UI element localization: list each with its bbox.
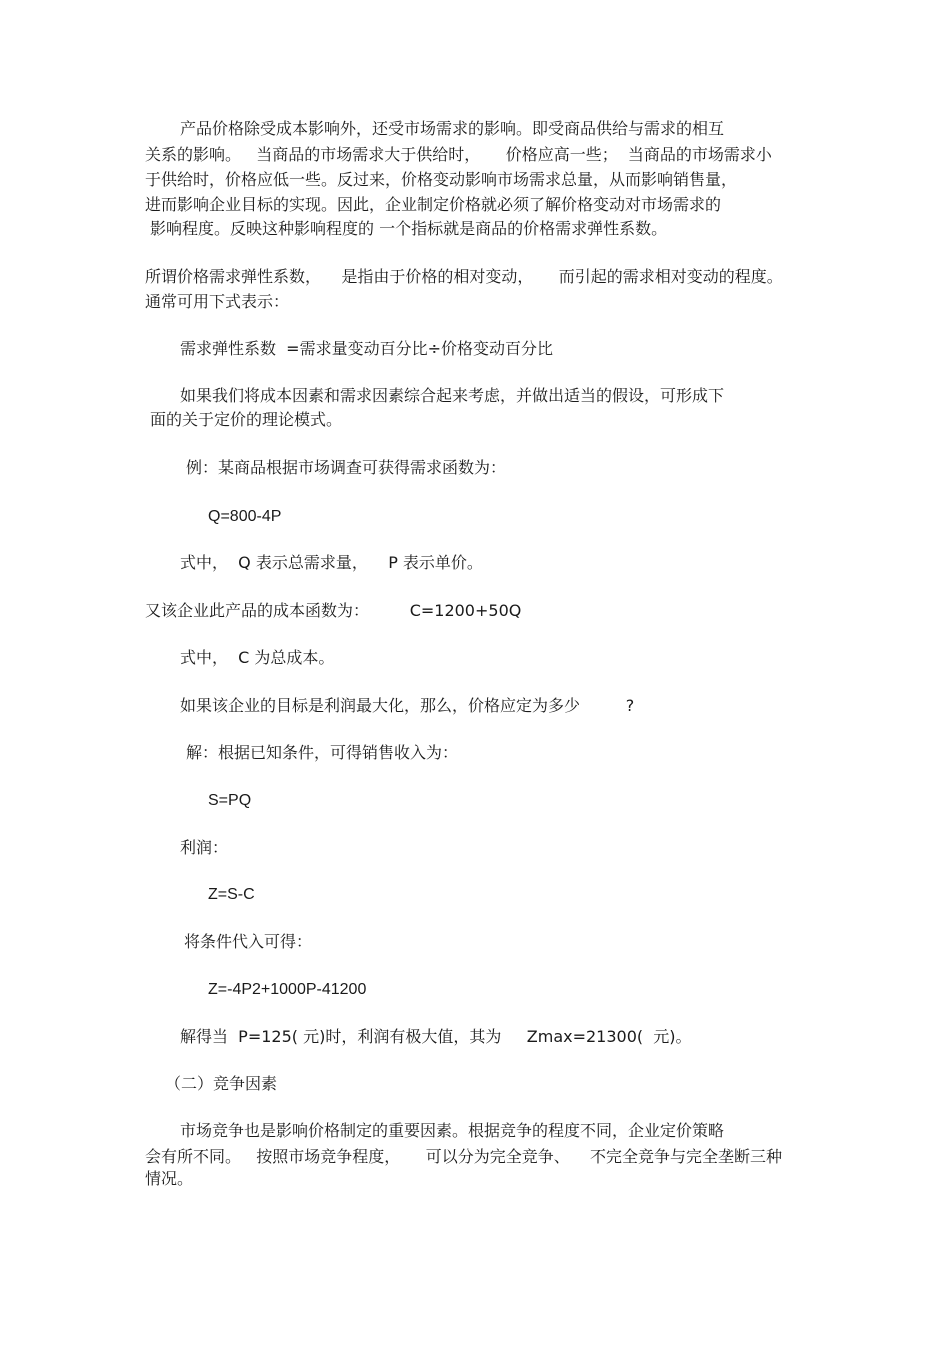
paragraph-4-line-2: 会有所不同。 按照市场竞争程度， 可以分为完全竞争、 不完全竞争与完全垄断三种	[145, 1147, 783, 1166]
solution-result: 解得当 P=125( 元)时，利润有极大值，其为 Zmax=21300( 元)。	[180, 1027, 692, 1046]
paragraph-4-line-3: 情况。	[145, 1169, 194, 1188]
paragraph-1-line-2: 关系的影响。 当商品的市场需求大于供给时， 价格应高一些； 当商品的市场需求小	[145, 145, 772, 164]
paragraph-2-line-2: 通常可用下式表示：	[145, 292, 290, 311]
cost-function: 又该企业此产品的成本函数为： C=1200+50Q	[145, 601, 522, 620]
paragraph-3-line-2: 面的关于定价的理论模式。	[150, 410, 343, 429]
profit-label: 利润：	[180, 838, 229, 857]
demand-function: Q=800-4P	[208, 508, 282, 525]
section-heading: （二）竞争因素	[165, 1074, 278, 1093]
revenue-formula: S=PQ	[208, 792, 252, 809]
paragraph-1-line-1: 产品价格除受成本影响外，还受市场需求的影响。即受商品供给与需求的相互	[180, 119, 725, 138]
where-line-2: 式中， C 为总成本。	[180, 648, 335, 667]
solution-intro: 解：根据已知条件，可得销售收入为：	[186, 743, 459, 762]
paragraph-1-line-5: 影响程度。反映这种影响程度的 一个指标就是商品的价格需求弹性系数。	[150, 219, 668, 238]
where-line-1: 式中， Q 表示总需求量， P 表示单价。	[180, 553, 483, 572]
example-intro: 例：某商品根据市场调查可获得需求函数为：	[186, 458, 507, 477]
profit-expanded: Z=-4P2+1000P-41200	[208, 981, 367, 998]
substitute-label: 将条件代入可得：	[184, 932, 313, 951]
formula-elasticity: 需求弹性系数 =需求量变动百分比÷价格变动百分比	[180, 339, 553, 358]
paragraph-4-line-1: 市场竞争也是影响价格制定的重要因素。根据竞争的程度不同，企业定价策略	[180, 1121, 725, 1140]
paragraph-1-line-3: 于供给时，价格应低一些。反过来，价格变动影响市场需求总量，从而影响销售量，	[145, 170, 738, 189]
profit-formula: Z=S-C	[208, 886, 255, 903]
paragraph-2-line-1: 所谓价格需求弹性系数， 是指由于价格的相对变动， 而引起的需求相对变动的程度。	[145, 267, 783, 286]
question: 如果该企业的目标是利润最大化，那么，价格应定为多少 ?	[180, 696, 635, 715]
paragraph-1-line-4: 进而影响企业目标的实现。因此，企业制定价格就必须了解价格变动对市场需求的	[145, 195, 722, 214]
paragraph-3-line-1: 如果我们将成本因素和需求因素综合起来考虑，并做出适当的假设，可形成下	[180, 386, 725, 405]
